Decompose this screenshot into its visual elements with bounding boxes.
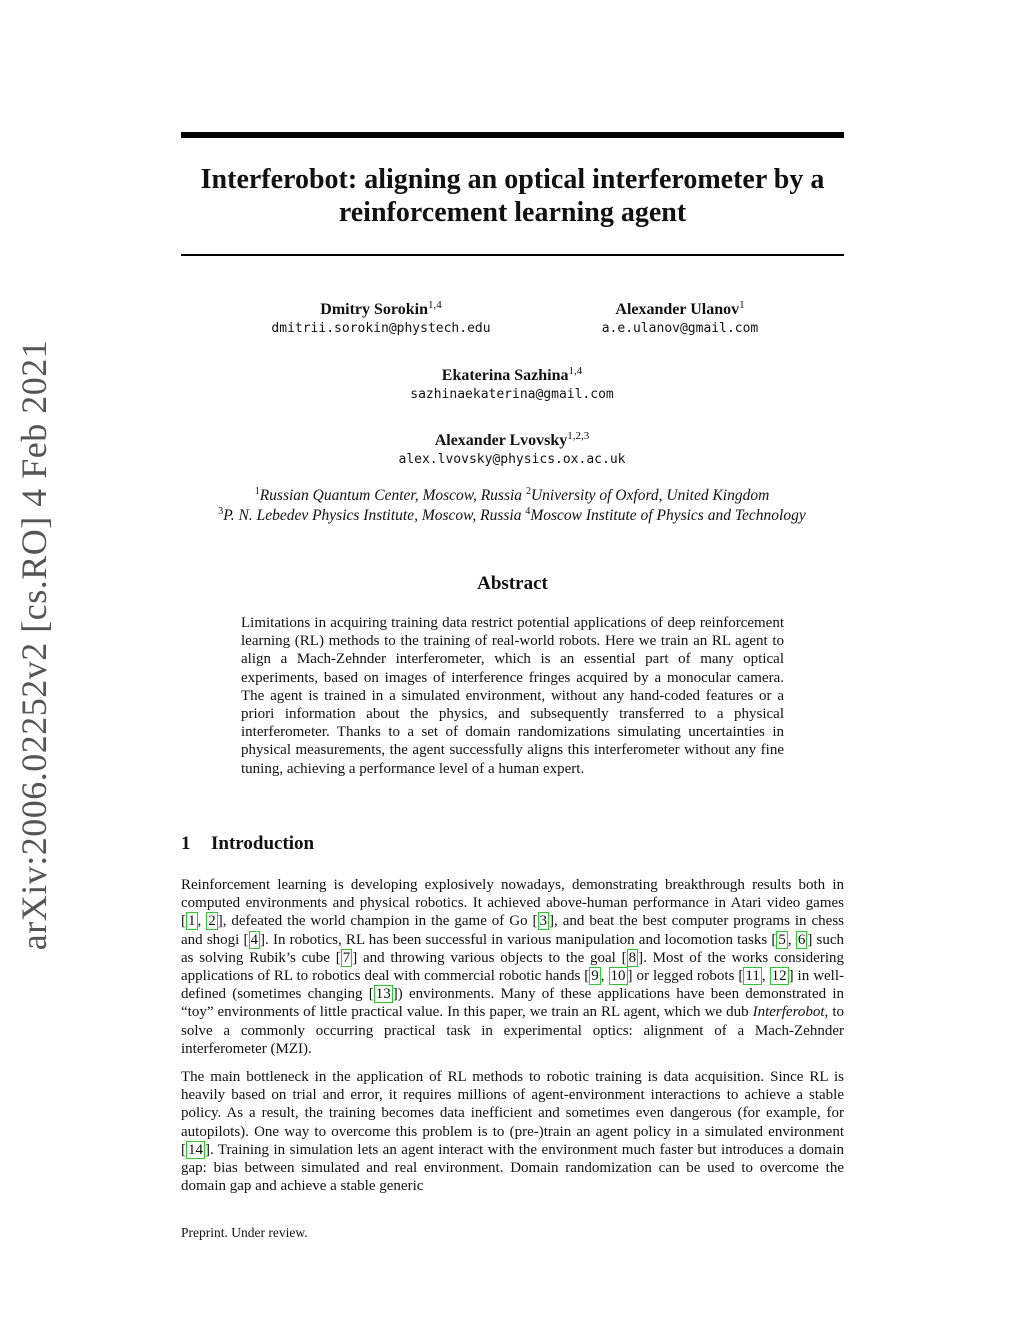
citation-link[interactable]: 11 (745, 968, 760, 985)
paragraph-text: ] or legged robots [ (627, 968, 744, 985)
paragraph-text: ], defeated the world champion in the game of Go [ (217, 913, 538, 930)
citation-link[interactable]: 1 (188, 913, 196, 930)
section-number: 1 (181, 833, 191, 854)
page-footer: Preprint. Under review. (181, 1225, 308, 1240)
affil-mark: 4 (525, 506, 531, 517)
paragraph-text: ] in well-defined (sometimes changing [ (181, 968, 845, 1003)
citation-link[interactable]: 10 (610, 968, 626, 985)
author-1 (236, 300, 526, 338)
emphasized-term: Interferobot (752, 1004, 825, 1021)
paper-title: Interferobot: aligning an optical interferometer by a reinforcement learning agent (200, 164, 825, 228)
author-name: Alexander Ulanov (615, 301, 740, 318)
affil-mark: 3 (218, 506, 224, 517)
author-email: alex.lvovsky@physics.ox.ac.uk (398, 452, 626, 467)
author-name: Ekaterina Sazhina (441, 367, 569, 384)
citation-link[interactable]: 12 (771, 968, 787, 985)
citation-link[interactable]: 6 (797, 931, 806, 948)
citation-link[interactable]: 13 (375, 986, 391, 1003)
affiliation: Russian Quantum Center, Moscow, Russia (259, 487, 523, 504)
paragraph-text: ]. Training in simulation lets an agent interact with the environment much faster but introduces a domain gap: bias between simulated and real environment. Domain randomization can be used to overcome the domain gap and achieve a stable generic (181, 1141, 844, 1195)
affiliation: University of Oxford, United Kingdom (530, 487, 770, 504)
paragraph-text: ] and throwing various objects to the goal [ (352, 949, 627, 966)
citation-link[interactable]: 5 (778, 931, 786, 948)
affiliations-line-2 (160, 506, 864, 526)
citation-link[interactable]: 3 (539, 913, 548, 930)
affiliation: P. N. Lebedev Physics Institute, Moscow, Russia (223, 507, 522, 524)
paragraph-text: , (787, 931, 796, 948)
paragraph-text: ] such as solving Rubik’s cube [ (181, 931, 845, 966)
affiliations-line-1 (160, 486, 864, 506)
author-affil-mark: 1,2,3 (567, 430, 590, 442)
affiliation: Moscow Institute of Physics and Technology (530, 507, 806, 524)
arxiv-identifier: arXiv:2006.02252v2 [cs.RO] 4 Feb 2021 (14, 339, 54, 951)
affil-mark: 1 (254, 486, 260, 497)
author-4 (312, 431, 712, 469)
intro-paragraph-1 (181, 876, 844, 1058)
citation-link[interactable]: 9 (591, 968, 599, 985)
paragraph-text: ], and beat the best computer programs in chess and shogi [ (181, 913, 844, 948)
title-bottom-rule (181, 254, 844, 256)
section-heading (181, 833, 314, 855)
author-3 (312, 366, 712, 404)
author-email: dmitrii.sorokin@phystech.edu (271, 321, 491, 336)
affil-mark: 2 (525, 486, 531, 497)
paragraph-text: ]) environments. Many of these applications have been demonstrated in “toy” environments of little practical value. In this paper, we train an RL agent, which we dub (181, 986, 844, 1021)
citation-link[interactable]: 7 (342, 949, 351, 966)
abstract-text: Limitations in acquiring training data restrict potential applications of deep reinforcement learning (RL) methods to the training of real-world robots. Here we train an RL agent to align a Mach-Zehnder interferometer, which is an essential part of many optical experiments, based on images of interference fringes acquired by a monocular camera. The agent is trained in a simulated environment, without any hand-coded features or a priori information about the physics, and subsequently transferred to a physical interferometer. Thanks to a set of domain randomizations simulating uncertainties in physical measurements, the agent successfully aligns this interferometer without any fine tuning, achieving a performance level of a human expert. (241, 615, 784, 777)
section-title: Introduction (211, 833, 315, 854)
author-name: Dmitry Sorokin (320, 301, 428, 318)
citation-link[interactable]: 2 (208, 913, 216, 930)
author-name: Alexander Lvovsky (434, 432, 568, 449)
citation-link[interactable]: 4 (250, 931, 259, 948)
author-affil-mark: 1 (739, 299, 745, 311)
citation-link[interactable]: 8 (628, 949, 637, 966)
paragraph-text: , (197, 913, 207, 930)
paragraph-text: , (761, 968, 770, 985)
paragraph-text: , to solve a commonly occurring practical task in experimental optics: alignment of a Mach-Zehnder interferometer (MZI). (181, 1004, 844, 1057)
paragraph-text: , (600, 968, 609, 985)
author-email: a.e.ulanov@gmail.com (601, 321, 759, 336)
author-email: sazhinaekaterina@gmail.com (410, 387, 614, 402)
author-2 (560, 300, 800, 338)
paragraph-text: ]. Most of the works considering applications of RL to robotics deal with commercial robotic hands [ (181, 949, 845, 985)
intro-paragraph-2 (181, 1068, 844, 1195)
abstract-heading: Abstract (477, 573, 548, 594)
paragraph-text: ]. In robotics, RL has been successful in various manipulation and locomotion tasks [ (260, 931, 777, 948)
author-affil-mark: 1,4 (427, 299, 442, 311)
citation-link[interactable]: 14 (188, 1141, 203, 1158)
title-top-rule (181, 132, 844, 138)
author-affil-mark: 1,4 (568, 365, 583, 377)
paragraph-text: The main bottleneck in the application of RL methods to robotic training is data acquisition. Since RL is heavily based on trial and error, it requires millions of agent-environment interactions to achieve a stable policy. As a result, the training becomes data inefficient and sometimes even dangerous (for example, for autopilots). One way to overcome this problem is to (pre-)train an agent policy in a simulated environment [ (181, 1069, 844, 1158)
paragraph-text: Reinforcement learning is developing explosively nowadays, demonstrating breakthrough results both in computed environments and physical robotics. It achieved above-human performance in Atari video games [ (181, 877, 844, 930)
